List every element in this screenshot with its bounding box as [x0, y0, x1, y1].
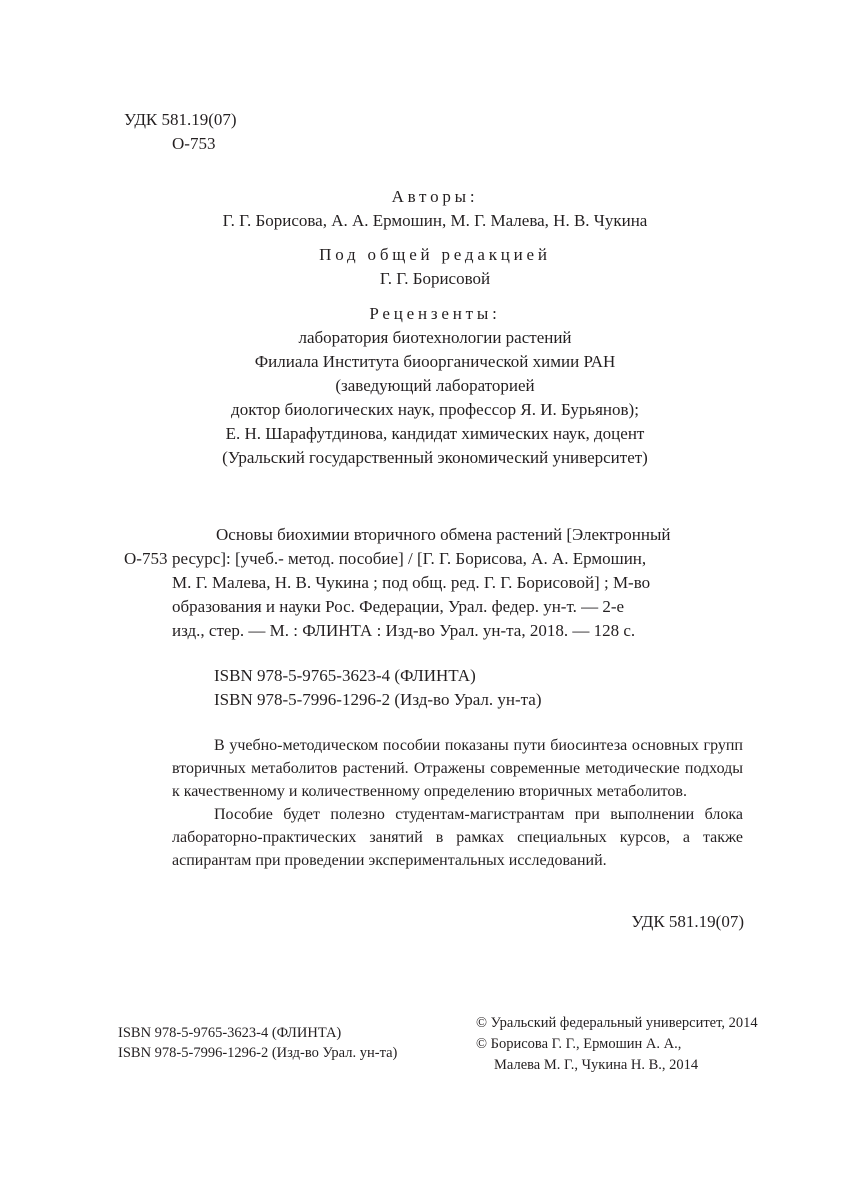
reviewer-line: Е. Н. Шарафутдинова, кандидат химических наук, доцент	[225, 424, 645, 443]
editor-name: Г. Г. Борисовой	[379, 269, 491, 288]
editor-heading: Под общей редакцией	[319, 245, 551, 264]
biblio-line: образования и науки Рос. Федерации, Урал. федер. ун-т. — 2-е	[172, 597, 625, 616]
copyright-line: © Уральский федеральный университет, 2014	[476, 1015, 758, 1031]
bibliographic-record	[124, 523, 746, 643]
reviewer-line: Филиала Института биоорганической химии РАН	[254, 352, 616, 371]
udk-header: УДК 581.19(07)	[124, 110, 237, 129]
abstract-paragraph: В учебно-методическом пособии показаны пути биосинтеза основных групп вторичных метаболитов растений. Отражены современные методические подходы к качественному и количественному определению вторичных метаболитов.	[172, 737, 743, 800]
isbn-main-1: ISBN 978-5-9765-3623-4 (ФЛИНТА)	[214, 666, 476, 685]
isbn-bottom-2: ISBN 978-5-7996-1296-2 (Изд-во Урал. ун-та)	[118, 1045, 398, 1061]
author-code: О-753	[172, 134, 216, 153]
authors-heading: Авторы:	[391, 187, 479, 206]
reviewer-line: лаборатория биотехнологии растений	[298, 328, 572, 347]
reviewer-line: (Уральский государственный экономический университет)	[222, 448, 648, 467]
reviewers-block	[150, 302, 720, 470]
abstract-paragraph: Пособие будет полезно студентам-магистрантам при выполнении блока лабораторно-практических занятий в рамках специальных курсов, а также аспирантам при проведении экспериментальных исследований.	[172, 806, 743, 869]
editor-block	[150, 243, 720, 291]
isbn-bottom-1: ISBN 978-5-9765-3623-4 (ФЛИНТА)	[118, 1025, 342, 1041]
biblio-line: ресурс]: [учеб.- метод. пособие] / [Г. Г. Борисова, А. А. Ермошин,	[172, 549, 647, 568]
copyright-line: © Борисова Г. Г., Ермошин А. А.,	[476, 1036, 682, 1052]
reviewer-line: (заведующий лабораторией	[335, 376, 535, 395]
copyright-line: Малева М. Г., Чукина Н. В., 2014	[494, 1057, 699, 1073]
biblio-line: Основы биохимии вторичного обмена растений [Электронный	[216, 525, 671, 544]
biblio-line: изд., стер. — М. : ФЛИНТА : Изд-во Урал. ун-та, 2018. — 128 с.	[172, 621, 636, 640]
biblio-line: М. Г. Малева, Н. В. Чукина ; под общ. ред. Г. Г. Борисовой] ; М-во	[172, 573, 651, 592]
abstract	[172, 734, 743, 872]
reviewers-heading: Рецензенты:	[369, 304, 501, 323]
biblio-line-with-code	[124, 547, 746, 571]
authors-block	[150, 185, 720, 233]
isbn-main-2: ISBN 978-5-7996-1296-2 (Изд-во Урал. ун-та)	[214, 690, 542, 709]
reviewer-line: доктор биологических наук, профессор Я. И. Бурьянов);	[231, 400, 639, 419]
udk-footer: УДК 581.19(07)	[631, 912, 744, 931]
biblio-code: О-753	[124, 549, 168, 568]
authors-names: Г. Г. Борисова, А. А. Ермошин, М. Г. Малева, Н. В. Чукина	[222, 211, 648, 230]
